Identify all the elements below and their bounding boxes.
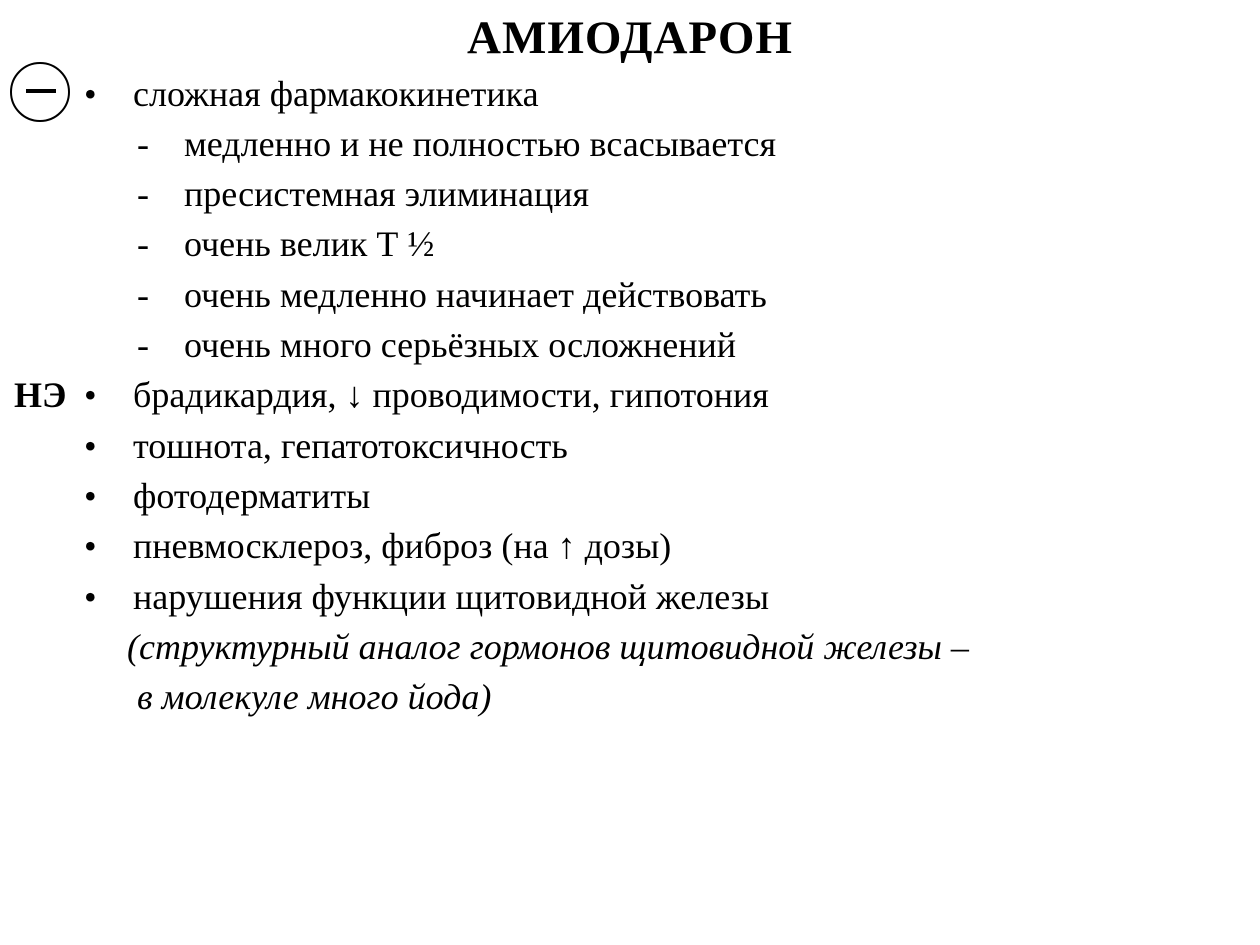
dash-marker: -	[137, 124, 149, 164]
side-effect-item: тошнота, гепатотоксичность	[133, 426, 568, 466]
side-effect-item: брадикардия, ↓ проводимости, гипотония	[133, 375, 769, 415]
cons-item: медленно и не полностью всасывается	[184, 124, 777, 164]
cons-heading: сложная фармакокинетика	[133, 74, 539, 114]
note-line: в молекуле много йода)	[137, 677, 492, 717]
dash-marker: -	[137, 174, 149, 214]
bullet-marker: •	[84, 577, 97, 617]
dash-marker: -	[137, 224, 149, 264]
cons-item: очень много серьёзных осложнений	[184, 325, 737, 365]
slide-title: АМИОДАРОН	[467, 12, 793, 64]
side-effect-item: пневмосклероз, фиброз (на ↑ дозы)	[133, 526, 672, 566]
cons-item: очень велик Т ½	[184, 224, 435, 264]
side-effects-label: НЭ	[14, 375, 67, 415]
minus-circle-icon	[10, 62, 70, 122]
dash-marker: -	[137, 325, 149, 365]
bullet-marker: •	[84, 476, 97, 516]
cons-item: очень медленно начинает действовать	[184, 275, 767, 315]
side-effect-item: фотодерматиты	[133, 476, 371, 516]
bullet-marker: •	[84, 426, 97, 466]
note-line: (структурный аналог гормонов щитовидной железы –	[127, 627, 969, 667]
side-effect-item: нарушения функции щитовидной железы	[133, 577, 770, 617]
cons-item: пресистемная элиминация	[184, 174, 590, 214]
bullet-marker: •	[84, 526, 97, 566]
bullet-marker: •	[84, 375, 97, 415]
dash-marker: -	[137, 275, 149, 315]
bullet-marker: •	[84, 74, 97, 114]
